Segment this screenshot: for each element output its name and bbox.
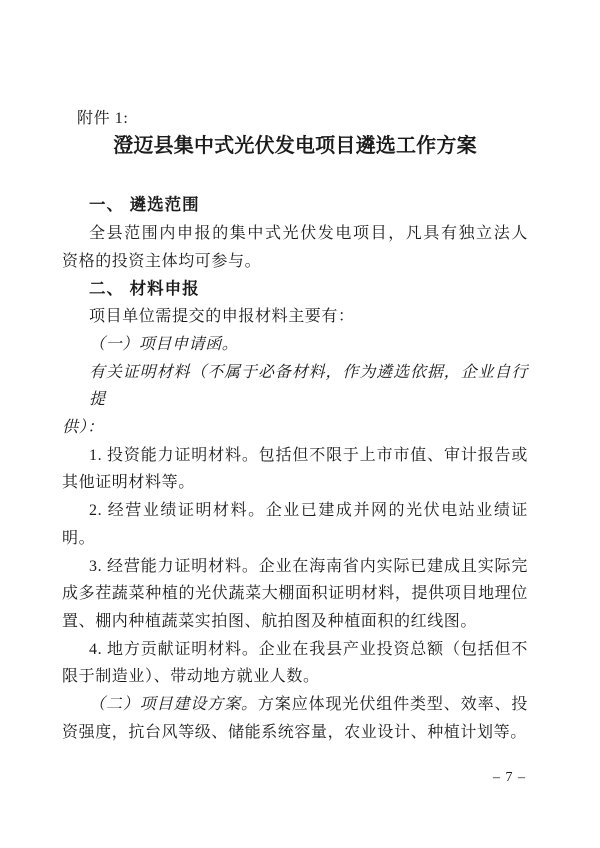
- body-line: [62, 303, 528, 331]
- body-line: [62, 525, 528, 553]
- body-line: [62, 414, 528, 442]
- body-line: [62, 248, 528, 276]
- body-line: [62, 220, 528, 248]
- body-line: [62, 359, 528, 414]
- text-segment-kai: （二）项目建设方案。: [89, 696, 258, 714]
- text-segment-song: 明。: [62, 529, 96, 547]
- document-body: [62, 192, 528, 746]
- body-line: [62, 553, 528, 581]
- text-segment-kai: 供）：: [62, 419, 104, 437]
- body-line: [62, 663, 528, 691]
- text-segment-song: 方案应体现光伏组件类型、效率、投: [257, 696, 528, 714]
- text-segment-kai: （一）项目申请函。: [89, 335, 239, 353]
- body-line: [62, 580, 528, 608]
- text-segment-song: 4. 地方贡献证明材料。企业在我县产业投资总额（包括但不: [89, 640, 528, 658]
- text-segment-song: 限于制造业）、带动地方就业人数。: [62, 668, 320, 686]
- subheading-project-construction-plan: [62, 691, 528, 719]
- text-segment-kai: 有关证明材料（不属于必备材料，作为遴选依据，企业自行提: [89, 363, 528, 409]
- attachment-label: 附件 1:: [77, 110, 129, 127]
- text-segment-song: 全县范围内申报的集中式光伏发电项目，凡具有独立法人: [89, 225, 528, 243]
- body-line: [62, 636, 528, 664]
- text-segment-hei: 一、 遴选范围: [89, 196, 200, 215]
- text-segment-song: 其他证明材料等。: [62, 474, 195, 492]
- body-line: [62, 469, 528, 497]
- page-content: [62, 105, 528, 746]
- heading-selection-scope: [62, 192, 528, 220]
- subheading-project-application-letter: [62, 331, 528, 359]
- text-segment-song: 资强度，抗台风等级、储能系统容量，农业设计、种植计划等。: [62, 723, 527, 741]
- text-segment-song: 资格的投资主体均可参与。: [62, 252, 262, 270]
- text-segment-song: 成多茬蔬菜种植的光伏蔬菜大棚面积证明材料，提供项目地理位: [62, 585, 528, 603]
- text-segment-song: 置、棚内种植蔬菜实拍图、航拍图及种植面积的红线图。: [62, 612, 478, 630]
- body-line: [62, 608, 528, 636]
- text-segment-song: 2. 经营业绩证明材料。企业已建成并网的光伏电站业绩证: [89, 502, 528, 520]
- body-line: [62, 442, 528, 470]
- text-segment-song: 3. 经营能力证明材料。企业在海南省内实际已建成且实际完: [89, 557, 528, 575]
- document-title: 澄迈县集中式光伏发电项目遴选工作方案: [113, 134, 477, 157]
- heading-material-declaration: [62, 276, 528, 304]
- body-line: [62, 497, 528, 525]
- text-segment-hei: 二、 材料申报: [89, 279, 200, 298]
- body-line: [62, 719, 528, 747]
- text-segment-song: 项目单位需提交的申报材料主要有：: [89, 308, 355, 326]
- text-segment-song: 1. 投资能力证明材料。包括但不限于上市市值、审计报告或: [89, 446, 528, 464]
- page-number: – 7 –: [493, 770, 526, 785]
